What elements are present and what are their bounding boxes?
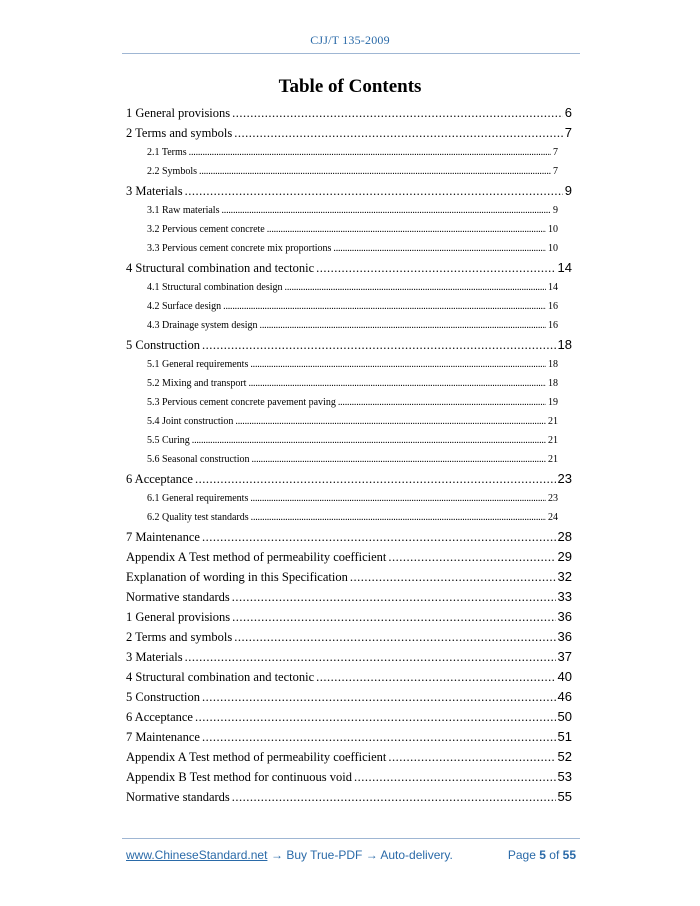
toc-entry-label: 7 Maintenance [126,730,200,744]
toc-entry-label: 3 Materials [126,650,183,664]
toc-dot-leader [202,727,556,747]
toc-entry[interactable] [126,707,572,727]
toc-entry-page-number: 24 [548,512,558,523]
toc-entry-label: 5.6 Seasonal construction [147,454,250,465]
toc-subentry[interactable] [126,412,572,431]
toc-subentry[interactable] [126,316,572,335]
toc-entry-label: 4.2 Surface design [147,301,222,312]
toc-entry[interactable] [126,667,572,687]
toc-entry-label: 4 Structural combination and tectonic [126,261,315,275]
toc-entry[interactable] [126,747,572,767]
toc-dot-leader [333,239,546,258]
toc-entry-page-number: 7 [553,166,558,177]
toc-dot-leader [195,707,556,727]
toc-entry-label: 5.5 Curing [147,435,190,446]
toc-entry-page-number: 37 [557,649,572,664]
toc-entry-label: 4.3 Drainage system design [147,320,258,331]
toc-entry-label: 2 Terms and symbols [126,630,233,644]
toc-entry[interactable] [126,587,572,607]
toc-entry[interactable] [126,727,572,747]
toc-entry-page-number: 14 [557,260,572,275]
toc-dot-leader [388,747,555,767]
toc-entry[interactable] [126,687,572,707]
toc-entry-page-number: 21 [548,416,558,427]
toc-entry-page-number: 55 [557,789,572,804]
toc-entry-label: 5.4 Joint construction [147,416,234,427]
toc-entry-page-number: 32 [557,569,572,584]
toc-dot-leader [234,123,563,143]
toc-entry-label: 3.1 Raw materials [147,205,220,216]
toc-dot-leader [251,450,546,469]
toc-entry[interactable] [126,647,572,667]
toc-dot-leader [250,355,546,374]
toc-entry[interactable] [126,335,572,355]
toc-entry-label: 5 Construction [126,338,200,352]
toc-entry-page-number: 6 [564,105,572,120]
toc-entry-label: 5 Construction [126,690,200,704]
toc-subentry[interactable] [126,278,572,297]
toc-entry-page-number: 16 [548,320,558,331]
toc-entry-label: 6.1 General requirements [147,493,249,504]
toc-entry-page-number: 29 [557,549,572,564]
toc-entry-label: 1 General provisions [126,610,231,624]
toc-dot-leader [250,489,546,508]
toc-dot-leader [185,647,556,667]
toc-entry[interactable] [126,103,572,123]
toc-dot-leader [251,508,546,527]
toc-entry-label: 4.1 Structural combination design [147,282,283,293]
toc-entry[interactable] [126,258,572,278]
toc-dot-leader [388,547,555,567]
toc-entry-page-number: 23 [557,471,572,486]
toc-subentry[interactable] [126,355,572,374]
toc-subentry[interactable] [126,220,572,239]
toc-entry-label: 6 Acceptance [126,472,193,486]
toc-entry-label: 6.2 Quality test standards [147,512,249,523]
toc-entry-page-number: 10 [548,243,558,254]
toc-dot-leader [248,374,546,393]
toc-entry-page-number: 14 [548,282,558,293]
toc-dot-leader [338,393,546,412]
toc-dot-leader [234,627,555,647]
toc-subentry[interactable] [126,297,572,316]
toc-subentry[interactable] [126,239,572,258]
table-of-contents [126,103,572,807]
toc-entry[interactable] [126,767,572,787]
toc-dot-leader [232,607,555,627]
toc-dot-leader [202,527,556,547]
toc-entry[interactable] [126,567,572,587]
toc-entry-page-number: 16 [548,301,558,312]
toc-subentry[interactable] [126,143,572,162]
toc-entry-page-number: 21 [548,435,558,446]
toc-dot-leader [221,201,551,220]
toc-entry-label: 5.2 Mixing and transport [147,378,247,389]
toc-entry-page-number: 52 [557,749,572,764]
header-divider [122,53,580,54]
toc-subentry[interactable] [126,508,572,527]
toc-entry-label: Appendix A Test method of permeability coefficient [126,750,387,764]
toc-entry-page-number: 28 [557,529,572,544]
toc-entry-label: Appendix A Test method of permeability coefficient [126,550,387,564]
toc-dot-leader [189,143,551,162]
website-link[interactable]: www.ChineseStandard.net [126,848,268,862]
toc-entry[interactable] [126,181,572,201]
toc-entry-page-number: 18 [548,378,558,389]
toc-dot-leader [199,162,551,181]
toc-entry-label: 3.3 Pervious cement concrete mix proportions [147,243,332,254]
toc-entry-label: 5.3 Pervious cement concrete pavement paving [147,397,336,408]
toc-entry-label: 2.2 Symbols [147,166,198,177]
toc-dot-leader [267,220,546,239]
toc-entry[interactable] [126,527,572,547]
promo-text: → Buy True-PDF → Auto-delivery. [271,848,453,862]
toc-dot-leader [232,787,556,807]
toc-entry-label: 2 Terms and symbols [126,126,233,140]
toc-subentry[interactable] [126,393,572,412]
toc-entry-page-number: 23 [548,493,558,504]
toc-entry-page-number: 36 [557,609,572,624]
page-of-word: of [549,848,560,862]
footer-divider [122,838,580,839]
toc-dot-leader [223,297,546,316]
toc-entry-label: 4 Structural combination and tectonic [126,670,315,684]
toc-entry-label: Appendix B Test method for continuous void [126,770,352,784]
total-pages-number: 55 [562,848,576,862]
toc-entry-label: Normative standards [126,590,230,604]
toc-entry[interactable] [126,627,572,647]
toc-entry-label: 2.1 Terms [147,147,187,158]
toc-dot-leader [235,412,546,431]
toc-entry-page-number: 21 [548,454,558,465]
toc-dot-leader [354,767,556,787]
toc-dot-leader [192,431,546,450]
toc-subentry[interactable] [126,374,572,393]
toc-subentry[interactable] [126,431,572,450]
toc-subentry[interactable] [126,162,572,181]
toc-dot-leader [232,587,556,607]
toc-dot-leader [232,103,563,123]
toc-entry[interactable] [126,547,572,567]
toc-entry-page-number: 51 [557,729,572,744]
toc-entry-page-number: 33 [557,589,572,604]
toc-dot-leader [185,181,563,201]
toc-entry-page-number: 40 [557,669,572,684]
page-word: Page [507,848,536,862]
toc-entry-page-number: 10 [548,224,558,235]
current-page-number: 5 [539,848,546,862]
toc-entry-page-number: 7 [564,125,572,140]
toc-entry[interactable] [126,787,572,807]
toc-entry-label: Normative standards [126,790,230,804]
page-indicator [508,848,576,862]
page-footer [126,848,576,864]
toc-subentry[interactable] [126,450,572,469]
toc-entry-page-number: 9 [553,205,558,216]
toc-entry-page-number: 7 [553,147,558,158]
toc-dot-leader [285,278,546,297]
toc-entry-label: 6 Acceptance [126,710,193,724]
toc-entry-page-number: 19 [548,397,558,408]
toc-entry-label: 5.1 General requirements [147,359,249,370]
toc-dot-leader [316,258,555,278]
toc-entry-label: 1 General provisions [126,106,231,120]
toc-entry-page-number: 46 [557,689,572,704]
toc-dot-leader [202,687,556,707]
toc-entry-page-number: 36 [557,629,572,644]
toc-subentry[interactable] [126,489,572,508]
running-header: CJJ/T 135-2009 [310,33,390,47]
toc-entry-page-number: 9 [564,183,572,198]
toc-entry-label: 3 Materials [126,184,183,198]
toc-dot-leader [202,335,556,355]
toc-entry-page-number: 50 [557,709,572,724]
toc-entry-page-number: 18 [548,359,558,370]
toc-entry-label: 3.2 Pervious cement concrete [147,224,265,235]
toc-entry-page-number: 53 [557,769,572,784]
toc-dot-leader [260,316,546,335]
toc-dot-leader [316,667,555,687]
toc-entry-label: Explanation of wording in this Specification [126,570,348,584]
toc-dot-leader [350,567,556,587]
toc-dot-leader [195,469,556,489]
toc-subentry[interactable] [126,201,572,220]
toc-entry[interactable] [126,469,572,489]
page-title: Table of Contents [278,76,422,97]
toc-entry-page-number: 18 [557,337,572,352]
toc-entry[interactable] [126,123,572,143]
toc-entry[interactable] [126,607,572,627]
toc-entry-label: 7 Maintenance [126,530,200,544]
